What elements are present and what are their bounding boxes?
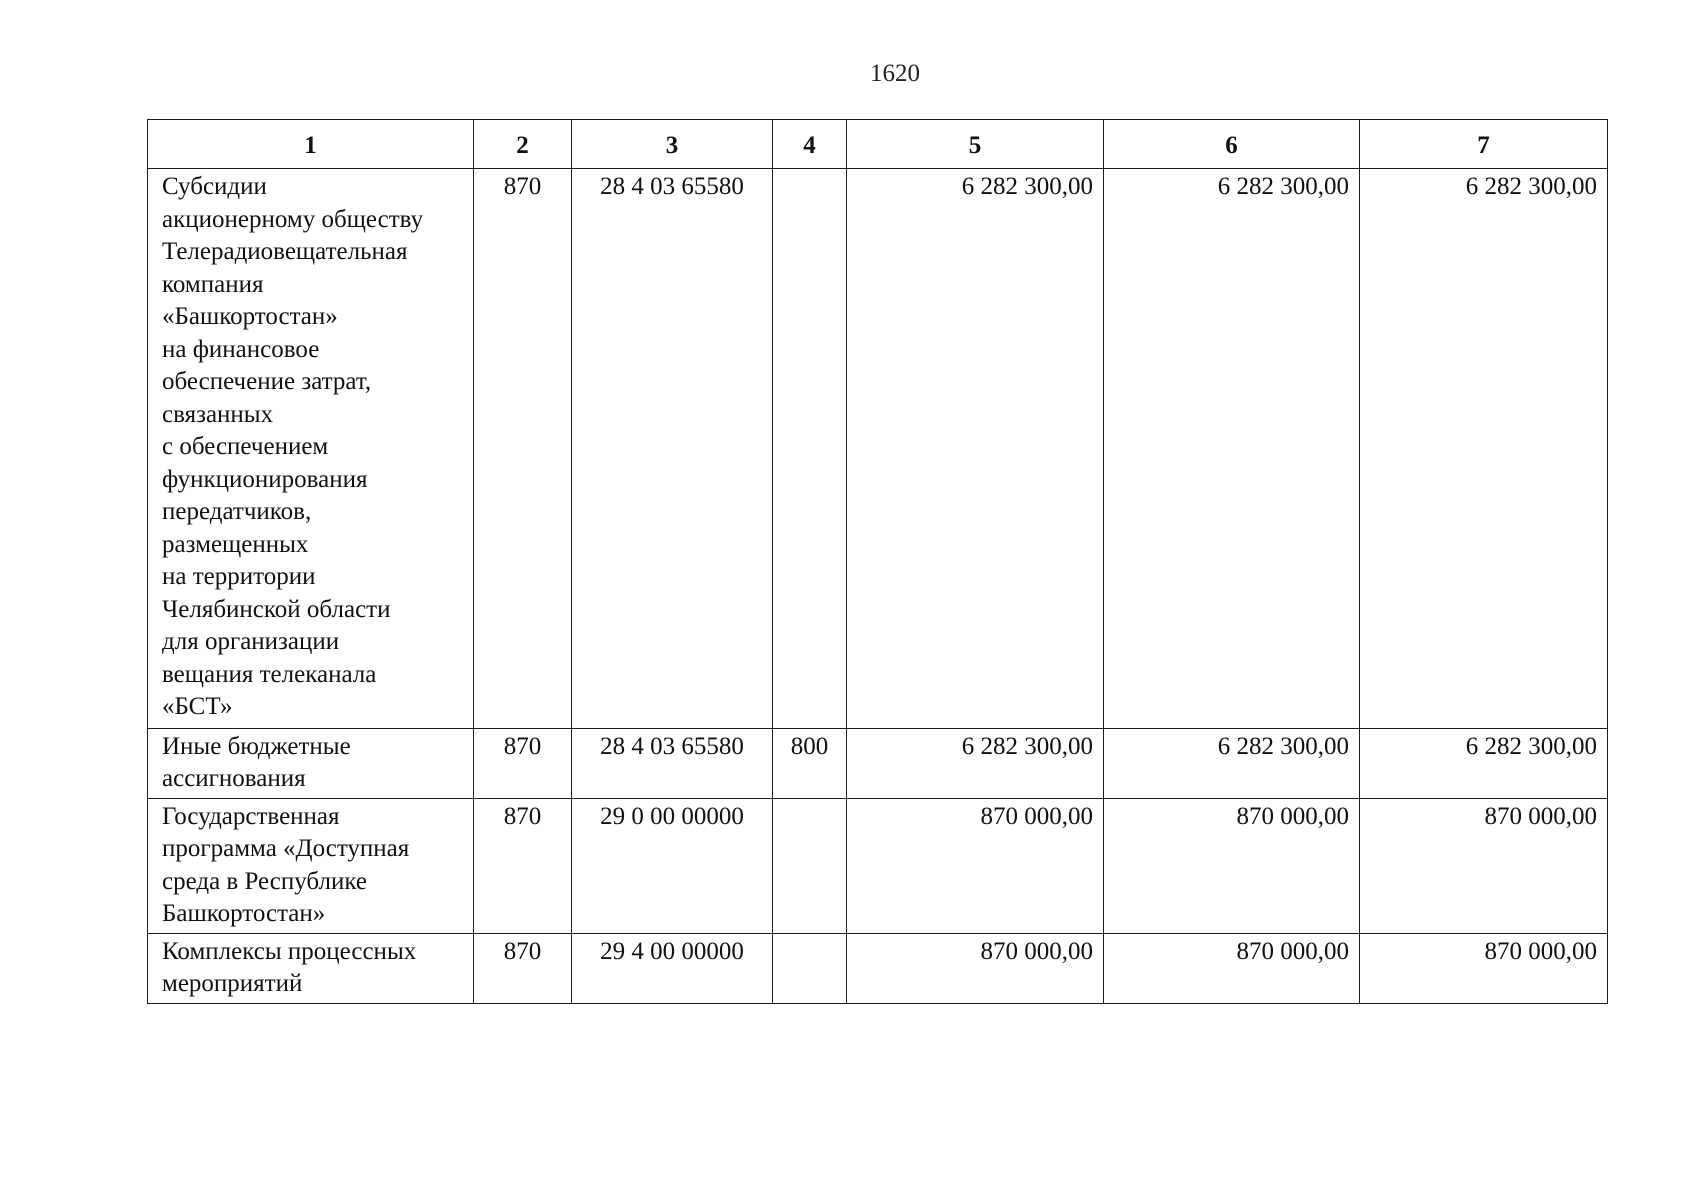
column-header: 2 [474,120,572,169]
column-header: 4 [773,120,847,169]
row-name-line: Иные бюджетные [162,732,351,760]
row-name-line: мероприятий [162,970,303,997]
amount-col7-cell: 870 000,00 [1360,933,1608,1003]
row-name-line: компания [162,270,264,298]
row-name-line: программа «Доступная [162,835,410,862]
csr-code-cell: 28 4 03 65580 [572,728,773,798]
row-name-line: функционирования [162,465,368,493]
row-name-line: среда в Республике [162,867,367,895]
column-header: 7 [1360,120,1608,169]
row-name-line: передатчиков, [162,498,312,525]
row-name-line: на финансовое [162,335,320,363]
row-name-cell [148,169,474,729]
budget-table [147,119,1608,1004]
table-row [148,728,1608,798]
row-name-line: вещания телеканала [162,660,377,688]
amount-col7-cell: 870 000,00 [1360,798,1608,933]
amount-col6-cell: 6 282 300,00 [1104,169,1360,729]
row-name-line: на территории [162,563,316,590]
row-name-line: Телерадиовещательная [162,238,408,265]
row-name-cell [148,728,474,798]
amount-col7-cell: 6 282 300,00 [1360,169,1608,729]
row-name-line: для организации [162,628,340,655]
header-row [148,120,1608,169]
row-name-cell [148,933,474,1003]
row-name-line: Комплексы процессных [162,937,417,965]
row-name-line: размещенных [162,530,309,558]
table-row [148,169,1608,729]
row-name-line: «Башкортостан» [162,303,338,330]
vr-code-cell: 800 [773,728,847,798]
column-header: 6 [1104,120,1360,169]
table-row [148,798,1608,933]
row-name-line: Субсидии [162,173,267,200]
row-name-line: акционерному обществу [162,205,424,233]
ved-code-cell: 870 [474,169,572,729]
column-header: 1 [148,120,474,169]
ved-code-cell: 870 [474,798,572,933]
page-number: 1620 [870,60,920,87]
amount-col5-cell: 870 000,00 [847,933,1104,1003]
csr-code-cell: 29 0 00 00000 [572,798,773,933]
amount-col7-cell: 6 282 300,00 [1360,728,1608,798]
row-name-line: связанных [162,400,274,428]
column-header: 3 [572,120,773,169]
row-name-line: Челябинской области [162,595,391,623]
amount-col5-cell: 870 000,00 [847,798,1104,933]
ved-code-cell: 870 [474,933,572,1003]
table-row [148,933,1608,1003]
row-name-line: «БСТ» [162,693,233,720]
row-name-line: ассигнования [162,765,306,792]
csr-code-cell: 29 4 00 00000 [572,933,773,1003]
vr-code-cell [773,933,847,1003]
amount-col5-cell: 6 282 300,00 [847,728,1104,798]
row-name-line: Башкортостан» [162,900,326,927]
row-name-cell [148,798,474,933]
ved-code-cell: 870 [474,728,572,798]
csr-code-cell: 28 4 03 65580 [572,169,773,729]
row-name-line: с обеспечением [162,433,329,460]
row-name-line: обеспечение затрат, [162,368,372,395]
vr-code-cell [773,798,847,933]
vr-code-cell [773,169,847,729]
amount-col5-cell: 6 282 300,00 [847,169,1104,729]
column-header: 5 [847,120,1104,169]
row-name-line: Государственная [162,802,340,830]
amount-col6-cell: 6 282 300,00 [1104,728,1360,798]
amount-col6-cell: 870 000,00 [1104,933,1360,1003]
amount-col6-cell: 870 000,00 [1104,798,1360,933]
